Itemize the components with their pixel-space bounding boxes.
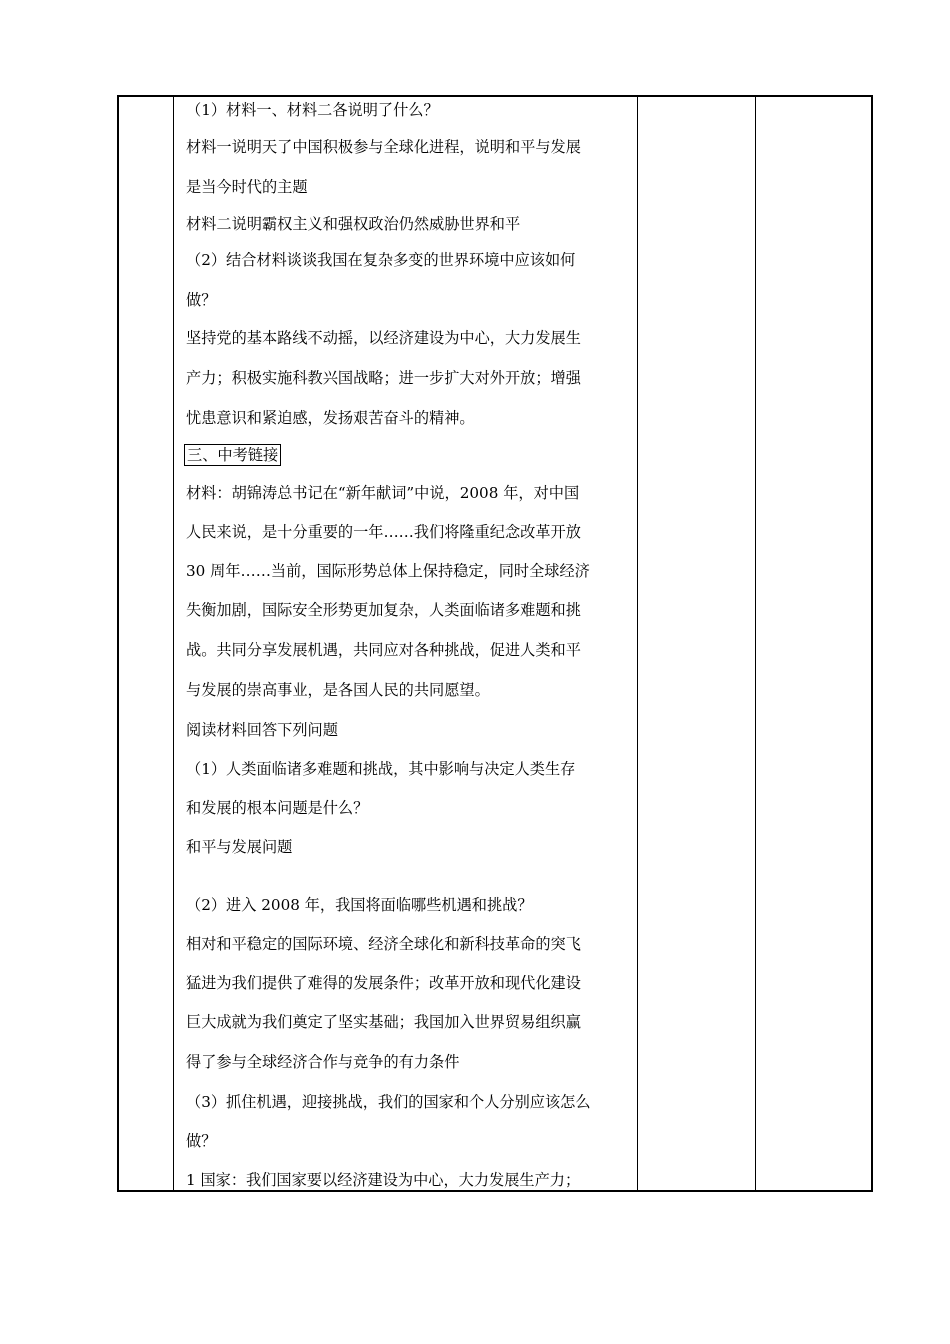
answer-line: 材料一说明天了中国积极参与全球化进程，说明和平与发展 <box>186 138 581 156</box>
question-1-text: （1）人类面临诸多难题和挑战，其中影响与决定人类生存 <box>186 760 576 778</box>
instruction-text: 阅读材料回答下列问题 <box>186 721 338 739</box>
answer-line: 得了参与全球经济合作与竞争的有力条件 <box>186 1053 460 1071</box>
question-line: 做？ <box>186 1132 217 1150</box>
column-divider <box>755 97 756 1190</box>
material-line: 30 周年……当前，国际形势总体上保持稳定，同时全球经济 <box>186 562 590 580</box>
column-divider <box>173 97 174 1190</box>
material-line: 人民来说，是十分重要的一年……我们将隆重纪念改革开放 <box>186 523 581 541</box>
question-line: 做？ <box>186 291 217 309</box>
section-heading: 三、中考链接 <box>184 444 281 466</box>
question-line: 和发展的根本问题是什么？ <box>186 799 369 817</box>
material-line: 材料：胡锦涛总书记在“新年献词”中说，2008 年，对中国 <box>186 484 580 502</box>
answer-line: 和平与发展问题 <box>186 838 293 856</box>
answer-line: 是当今时代的主题 <box>186 178 308 196</box>
answer-line: 巨大成就为我们奠定了坚实基础；我国加入世界贸易组织赢 <box>186 1013 581 1031</box>
question-3-text: （3）抓住机遇，迎接挑战，我们的国家和个人分别应该怎么 <box>186 1093 591 1111</box>
column-divider <box>637 97 638 1190</box>
lesson-table <box>117 95 873 1192</box>
material-line: 战。共同分享发展机遇，共同应对各种挑战，促进人类和平 <box>186 641 581 659</box>
question-1-text: （1）材料一、材料二各说明了什么？ <box>186 101 439 119</box>
answer-line: 忧患意识和紧迫感，发扬艰苦奋斗的精神。 <box>186 409 475 427</box>
material-line: 与发展的崇高事业，是各国人民的共同愿望。 <box>186 681 490 699</box>
material-line: 失衡加剧，国际安全形势更加复杂，人类面临诸多难题和挑 <box>186 601 581 619</box>
answer-line: 猛进为我们提供了难得的发展条件；改革开放和现代化建设 <box>186 974 581 992</box>
question-2-text: （2）进入 2008 年，我国将面临哪些机遇和挑战？ <box>186 896 533 914</box>
question-2-text: （2）结合材料谈谈我国在复杂多变的世界环境中应该如何 <box>186 251 576 269</box>
answer-line: 相对和平稳定的国际环境、经济全球化和新科技革命的突飞 <box>186 935 581 953</box>
answer-line: 1 国家：我们国家要以经济建设为中心，大力发展生产力； <box>186 1171 581 1189</box>
answer-line: 产力；积极实施科教兴国战略；进一步扩大对外开放；增强 <box>186 369 581 387</box>
answer-line: 材料二说明霸权主义和强权政治仍然威胁世界和平 <box>186 215 521 233</box>
answer-line: 坚持党的基本路线不动摇，以经济建设为中心，大力发展生 <box>186 329 581 347</box>
